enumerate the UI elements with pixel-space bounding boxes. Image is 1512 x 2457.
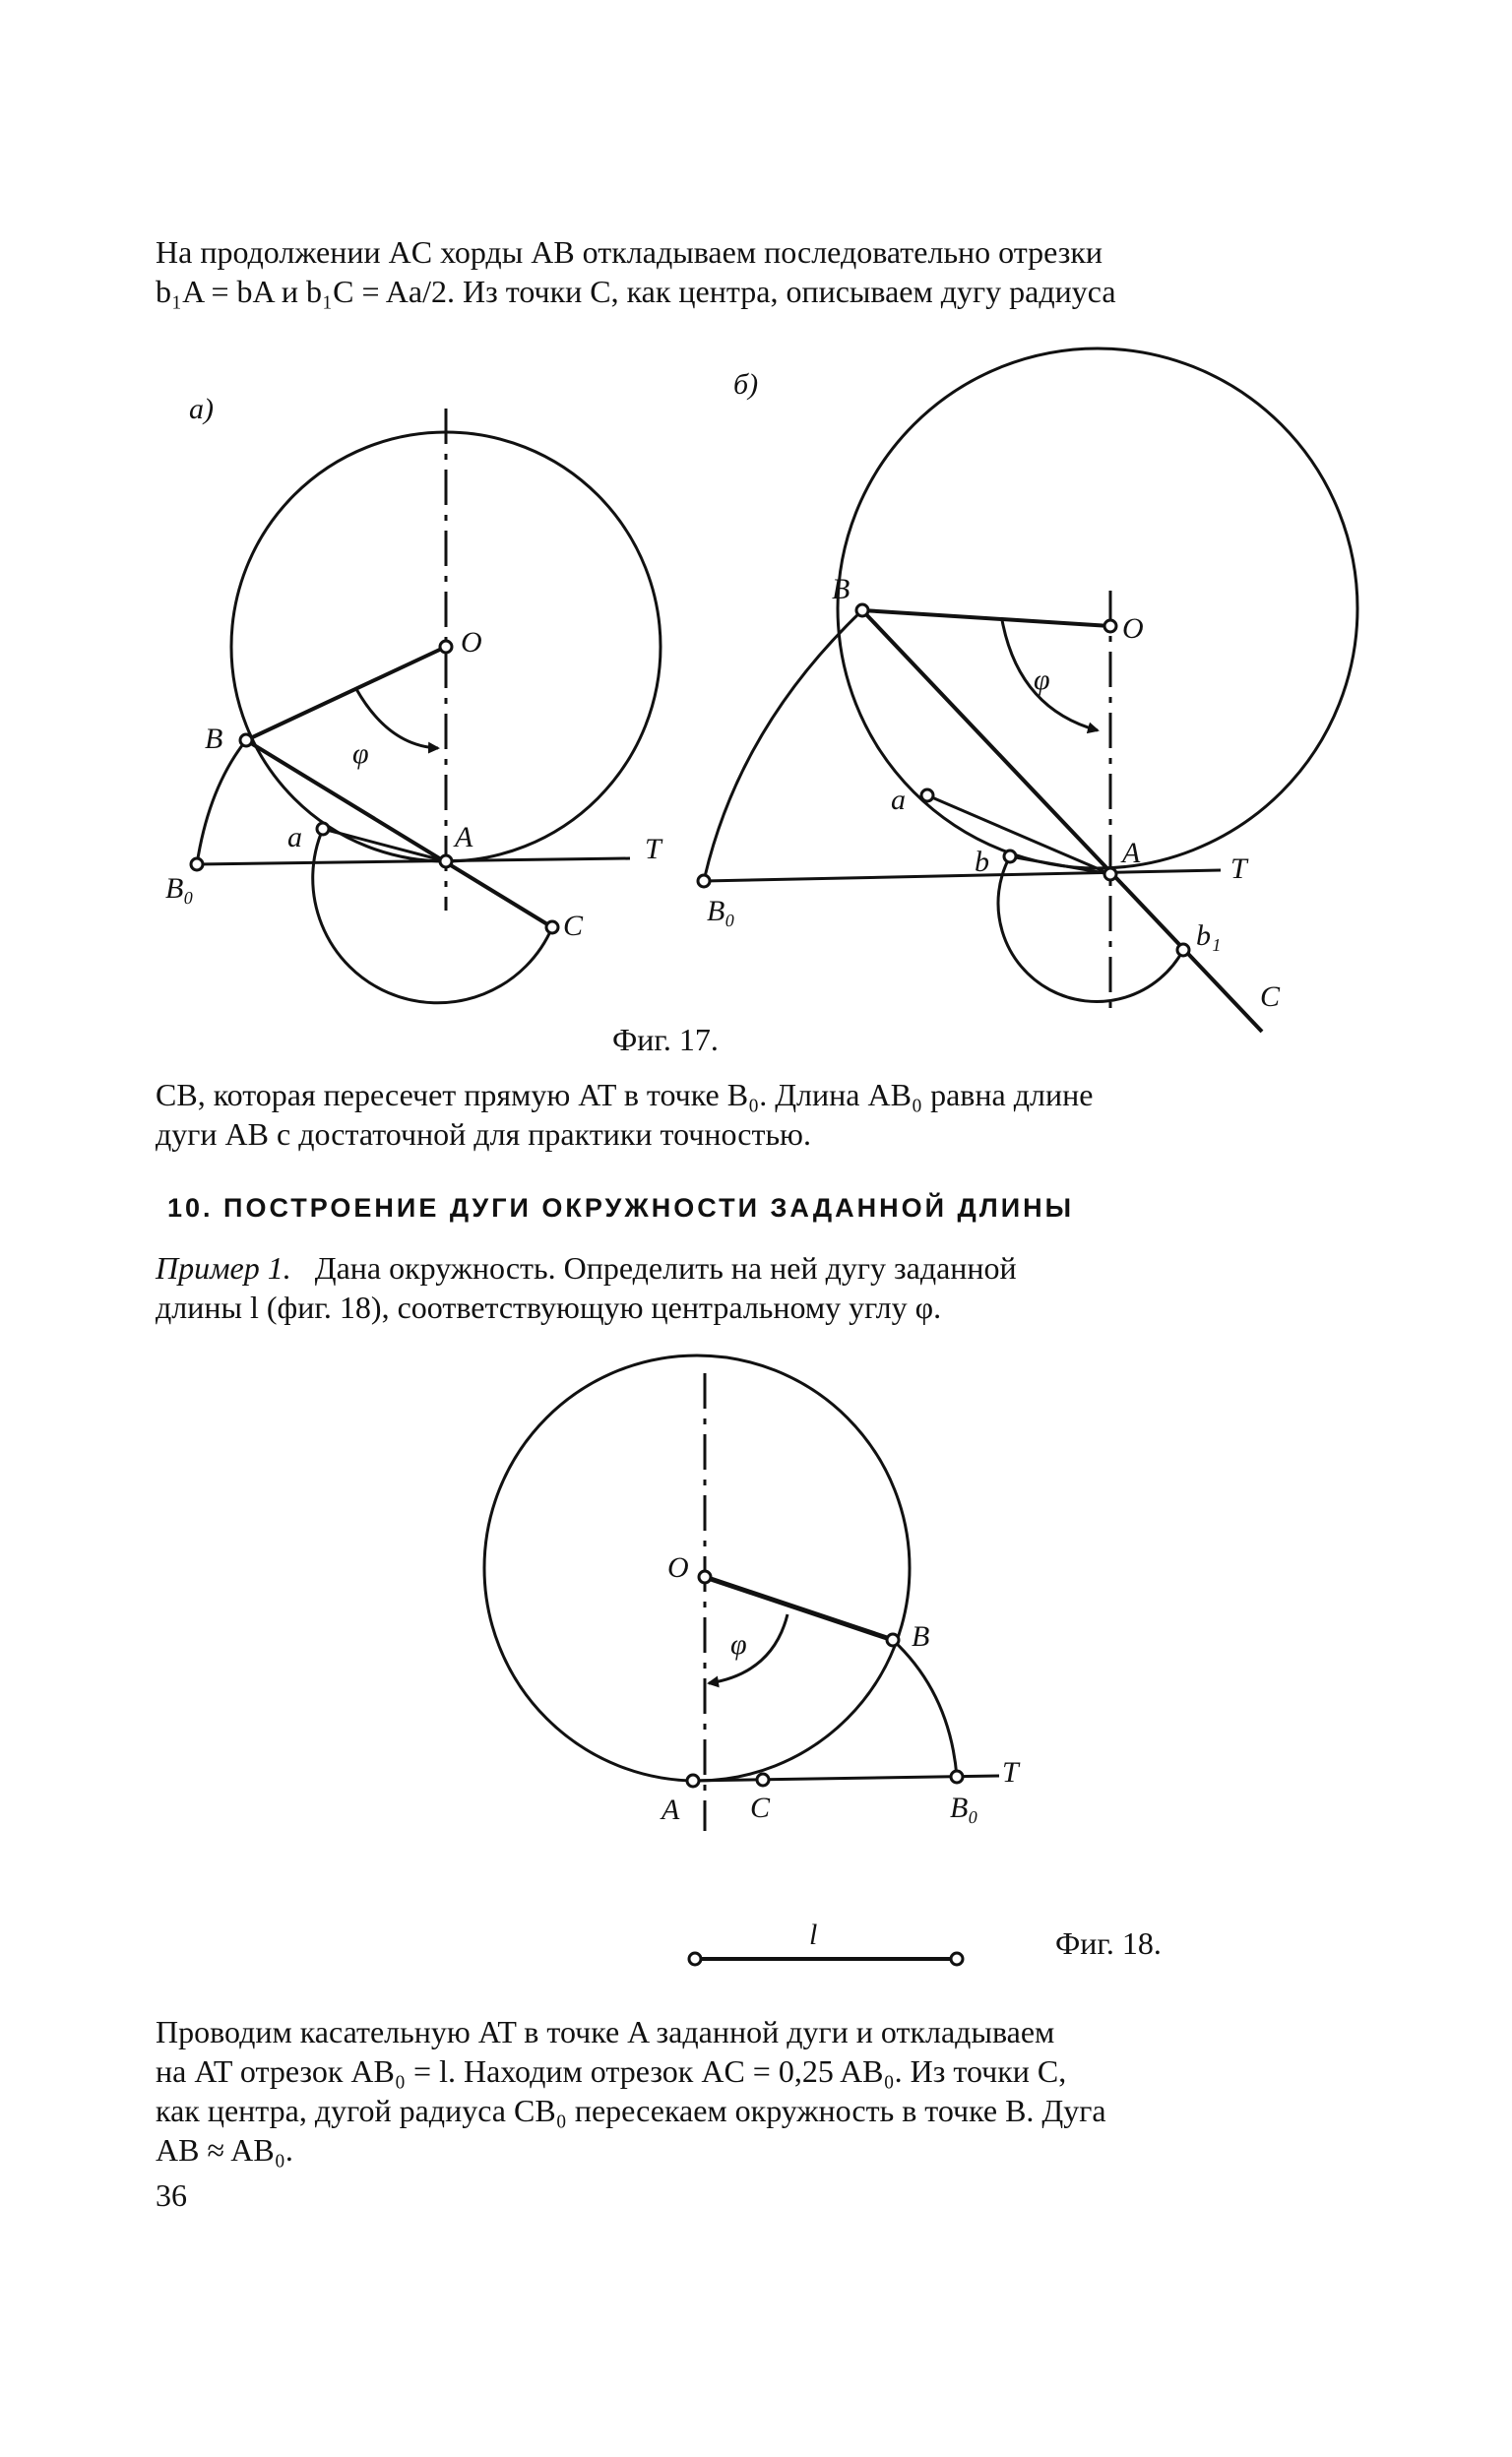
- fig18-point-o: [699, 1571, 711, 1583]
- fig18-point-b: [887, 1634, 899, 1646]
- fig17a-segment-aa: [323, 829, 446, 861]
- fig17b-label-b: B: [832, 573, 850, 605]
- paragraph-bottom: [156, 2012, 1368, 2170]
- fig18-radius-ob: [705, 1577, 893, 1640]
- fig17b-label-a: A: [1122, 837, 1141, 869]
- fig17b-point-b: [856, 604, 868, 616]
- fig18-segment-end: [951, 1953, 963, 1965]
- page-number: 36: [156, 2177, 187, 2213]
- fig17a-point-c: [546, 921, 558, 933]
- fig17b-point-small-a: [921, 789, 933, 801]
- fig18-label-c: C: [750, 1792, 771, 1824]
- paragraph-line: дуги AB с достаточной для практики точностью.: [156, 1116, 811, 1152]
- fig17b-chord-bc: [862, 610, 1262, 1032]
- fig17-caption: Фиг. 17.: [612, 1022, 719, 1057]
- fig18-circle: [484, 1355, 910, 1781]
- fig17b-label-t: T: [1230, 852, 1247, 885]
- fig17a-label-c: C: [563, 910, 584, 942]
- fig17a-label-b: B: [205, 723, 223, 755]
- fig17a-label-small-a: a: [287, 821, 302, 853]
- example-text: Дана окружность. Определить на ней дугу заданной: [314, 1250, 1017, 1286]
- fig17b-arc-bb0: [704, 610, 862, 881]
- fig17a-label-o: O: [461, 626, 482, 659]
- paragraph-line: b₁A = bA и b₁C = Aa/2. Из точки C, как центра, описываем дугу радиуса: [156, 274, 1116, 309]
- fig17-label-b: б): [733, 368, 759, 401]
- fig18-point-b0: [951, 1771, 963, 1783]
- fig17b-label-b1: b₁: [1196, 919, 1222, 952]
- fig18-label-phi: φ: [730, 1628, 747, 1661]
- fig18-angle-arrow: [709, 1614, 788, 1683]
- fig17a-arc-bb0: [197, 740, 246, 864]
- fig18-point-a: [687, 1775, 699, 1787]
- fig18-arc-bb0: [893, 1640, 957, 1777]
- fig17a-label-a: A: [455, 821, 473, 853]
- paragraph-line: CB, которая пересечет прямую AT в точке B₀. Длина AB₀ равна длине: [156, 1077, 1094, 1112]
- paragraph-middle: [156, 1075, 1368, 1154]
- fig17-label-a: а): [189, 393, 214, 425]
- fig17a-point-a: [440, 855, 452, 867]
- figure-17a: [165, 393, 663, 1003]
- paragraph-line: на AT отрезок AB₀ = l. Находим отрезок AC = 0,25 AB₀. Из точки C,: [156, 2053, 1067, 2089]
- fig17b-label-small-b: b: [975, 846, 989, 878]
- fig17a-point-b: [240, 734, 252, 746]
- fig17b-label-b0: B₀: [707, 895, 735, 927]
- fig18-label-a: A: [662, 1794, 680, 1826]
- fig17b-label-small-a: a: [891, 784, 906, 816]
- fig17b-circle: [838, 348, 1357, 868]
- fig18-label-l: l: [809, 1919, 818, 1951]
- fig18-caption: Фиг. 18.: [1055, 1925, 1162, 1961]
- fig18-point-c: [757, 1774, 769, 1786]
- fig17a-point-small-a: [317, 823, 329, 835]
- fig18-label-b: B: [912, 1620, 930, 1653]
- example-paragraph: [156, 1248, 1368, 1327]
- fig17a-point-o: [440, 641, 452, 653]
- fig17a-label-b0: B₀: [165, 872, 194, 905]
- fig17b-label-phi: φ: [1034, 663, 1050, 696]
- fig18-label-t: T: [1002, 1756, 1019, 1789]
- fig17b-radius-ob: [862, 610, 1110, 626]
- fig17b-segment-ab: [1010, 856, 1110, 874]
- fig17a-radius-ob: [246, 647, 446, 740]
- fig17b-tangent-line: [704, 870, 1221, 881]
- fig17b-point-b0: [698, 875, 710, 887]
- fig17b-segment-aa: [927, 795, 1110, 874]
- fig17b-label-o: O: [1122, 612, 1144, 645]
- fig17a-label-t: T: [645, 833, 662, 865]
- fig17b-point-small-b: [1004, 850, 1016, 862]
- fig17b-point-b1: [1177, 944, 1189, 956]
- fig18-label-b0: B₀: [950, 1792, 978, 1824]
- fig18-label-o: O: [667, 1551, 689, 1584]
- example-line: [156, 1248, 1368, 1288]
- fig17a-point-b0: [191, 858, 203, 870]
- fig17b-point-o: [1104, 620, 1116, 632]
- figure-17b: [698, 348, 1357, 1032]
- paragraph-line: AB ≈ AB₀.: [156, 2132, 293, 2168]
- paragraph-line: На продолжении AC хорды AB откладываем последовательно отрезки: [156, 234, 1103, 270]
- paragraph-line: Проводим касательную AT в точке A заданной дуги и откладываем: [156, 2014, 1055, 2049]
- example-label: Пример 1.: [156, 1250, 291, 1286]
- figure-17: [0, 0, 1512, 1083]
- fig17a-label-phi: φ: [352, 737, 369, 770]
- fig17b-point-a: [1104, 868, 1116, 880]
- example-line: длины l (фиг. 18), соответствующую центральному углу φ.: [156, 1290, 942, 1325]
- fig18-segment-start: [689, 1953, 701, 1965]
- fig18-tangent-line: [689, 1776, 999, 1781]
- fig17b-label-c: C: [1260, 980, 1281, 1013]
- fig17b-half-arc: [998, 856, 1183, 1002]
- section-heading: 10. ПОСТРОЕНИЕ ДУГИ ОКРУЖНОСТИ ЗАДАННОЙ ДЛИНЫ: [167, 1193, 1075, 1223]
- paragraph-line: как центра, дугой радиуса CB₀ пересекаем окружность в точке B. Дуга: [156, 2093, 1106, 2128]
